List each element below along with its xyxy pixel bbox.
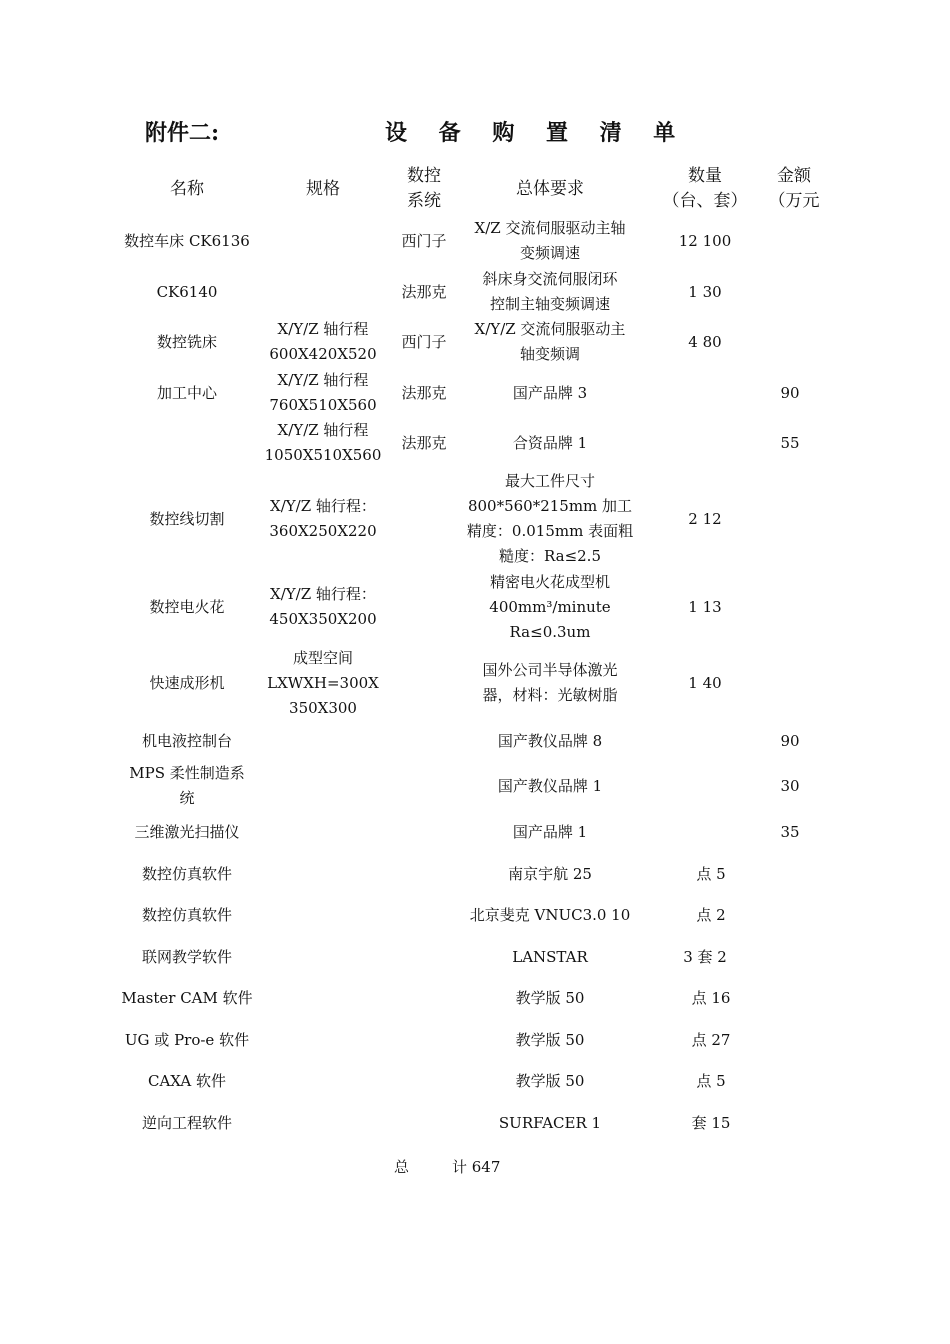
header-spec (306, 177, 340, 202)
cell-name-line: 数控仿真软件 (141, 864, 233, 883)
cell-requirements-line: 轴变频调 (519, 345, 581, 363)
cell-requirements (498, 729, 602, 754)
cell-quantity (688, 330, 721, 355)
cell-quantity (696, 1069, 725, 1094)
cell-spec-line: 760X510X560 (269, 396, 377, 414)
cell-requirements-line: X/Z 交流伺服驱动主轴 (474, 219, 626, 237)
cell-requirements (498, 774, 602, 799)
header-requirements-line: 总体要求 (516, 178, 584, 199)
cell-requirements-line: 变频调速 (519, 244, 580, 262)
cell-name (134, 820, 239, 845)
cell-name (149, 671, 224, 696)
cell-quantity-line: 1 30 (688, 282, 722, 301)
header-system-line: 数控 (407, 166, 441, 186)
cell-name-line: 数控电火花 (149, 597, 225, 616)
cell-name-line: 统 (179, 789, 195, 807)
cell-name-line: 逆向工程软件 (141, 1113, 233, 1132)
cell-requirements (475, 317, 626, 367)
cell-spec (269, 368, 376, 418)
cell-requirements (482, 658, 617, 708)
cell-spec-line: X/Y/Z 轴行程： (270, 497, 376, 515)
cell-name-line: CK6140 (156, 282, 218, 301)
cell-name-line: 三维激光扫描仪 (134, 822, 240, 841)
header-name (170, 177, 204, 202)
cell-requirements-line: 国产教仪品牌 8 (497, 731, 603, 750)
cell-requirements-line: 南京宇航 25 (508, 864, 592, 883)
cell-name-line: 加工中心 (156, 383, 218, 402)
cell-amount (780, 820, 799, 845)
cell-requirements-line: 国外公司半导体激光 (482, 661, 618, 679)
cell-quantity (688, 671, 721, 696)
cell-requirements-line: 教学版 50 (515, 988, 585, 1007)
cell-requirements-line: 控制主轴变频调速 (489, 295, 611, 313)
cell-requirements-line: 合资品牌 1 (512, 433, 588, 452)
cell-requirements (470, 903, 631, 928)
cell-quantity (692, 1028, 731, 1053)
cell-spec (267, 646, 379, 721)
cell-name (142, 1111, 232, 1136)
cell-name-line: 数控铣床 (156, 332, 218, 351)
cell-quantity-line: 1 13 (688, 597, 722, 616)
cell-name-line: 数控车床 CK6136 (124, 231, 250, 250)
header-quantity-line: （台、套） (662, 191, 748, 211)
header-amount-line: 金额 (777, 166, 811, 186)
cell-name (121, 986, 252, 1011)
cell-spec-line: X/Y/Z 轴行程 (277, 320, 369, 338)
cell-name-line: MPS 柔性制造系 (129, 764, 245, 782)
header-amount-line: （万元 (768, 191, 820, 211)
cell-amount (780, 774, 799, 799)
cell-amount-line: 35 (780, 822, 800, 841)
total-value: 计 647 (452, 1158, 501, 1176)
cell-quantity (688, 595, 721, 620)
cell-requirements-line: 最大工件尺寸 (504, 472, 596, 490)
cell-name (129, 761, 245, 811)
cell-quantity (696, 903, 725, 928)
cell-requirements-line: LANSTAR (512, 947, 588, 966)
header-system (407, 164, 441, 214)
cell-quantity-line: 点 2 (696, 905, 726, 924)
cell-amount-line: 90 (780, 383, 800, 402)
cell-requirements-line: 教学版 50 (515, 1030, 585, 1049)
cell-quantity (692, 986, 731, 1011)
cell-name (142, 862, 232, 887)
cell-spec-line: X/Y/Z 轴行程 (277, 421, 369, 439)
cell-requirements-line: Ra≤0.3um (509, 622, 591, 641)
cell-name (142, 903, 232, 928)
cell-requirements (513, 820, 587, 845)
cell-spec-line: 350X300 (289, 698, 357, 717)
cell-requirements (516, 1069, 585, 1094)
cell-name (142, 945, 232, 970)
cell-spec (265, 418, 382, 468)
cell-name (148, 1069, 226, 1094)
cell-requirements-line: 精度：0.015mm 表面粗 (466, 522, 634, 540)
cell-quantity-line: 3 套 2 (683, 947, 727, 966)
cell-requirements-line: 斜床身交流伺服闭环 (482, 270, 618, 288)
cell-name-line: 数控线切割 (149, 509, 225, 528)
cell-requirements-line: 器，材料：光敏树脂 (482, 686, 618, 704)
cell-requirements-line: X/Y/Z 交流伺服驱动主 (474, 320, 626, 338)
cell-name (149, 595, 224, 620)
cell-quantity (688, 280, 721, 305)
cell-name (157, 330, 217, 355)
header-amount (769, 164, 820, 214)
cell-spec (269, 582, 376, 632)
cell-requirements (516, 986, 585, 1011)
cell-requirements-line: 国产教仪品牌 1 (497, 776, 603, 795)
cell-requirements (499, 1111, 601, 1136)
cell-quantity-line: 点 5 (696, 1071, 726, 1090)
cell-name-line: 快速成形机 (149, 673, 225, 692)
cell-amount (780, 729, 799, 754)
cell-system (401, 330, 446, 355)
cell-name-line: Master CAM 软件 (121, 988, 253, 1007)
cell-quantity-line: 点 16 (691, 988, 731, 1007)
cell-amount-line: 55 (780, 433, 800, 452)
cell-spec (269, 317, 376, 367)
cell-amount (780, 381, 799, 406)
cell-requirements-line: 糙度：Ra≤2.5 (498, 547, 602, 565)
header-name-line: 名称 (170, 178, 204, 199)
cell-amount (780, 431, 799, 456)
attachment-label: 附件二: (145, 120, 220, 146)
cell-system-line: 法那克 (401, 433, 447, 452)
cell-spec-line: X/Y/Z 轴行程： (270, 585, 376, 603)
cell-requirements-line: 教学版 50 (515, 1071, 585, 1090)
cell-requirements-line: 800*560*215mm 加工 (467, 497, 633, 515)
cell-name-line: 机电液控制台 (141, 731, 233, 750)
header-requirements (516, 177, 584, 202)
cell-name-line: CAXA 软件 (147, 1071, 227, 1090)
cell-quantity (683, 945, 727, 970)
cell-system (401, 431, 446, 456)
cell-requirements-line: 北京斐克 VNUC3.0 10 (469, 905, 631, 924)
cell-requirements-line: 国产品牌 1 (512, 822, 588, 841)
header-system-line: 系统 (407, 191, 441, 211)
cell-amount-line: 90 (780, 731, 800, 750)
cell-requirements-line: 精密电火花成型机 (489, 572, 610, 591)
cell-requirements (482, 267, 617, 317)
cell-quantity (692, 1111, 731, 1136)
cell-requirements-line: SURFACER 1 (498, 1113, 602, 1132)
header-quantity (663, 164, 748, 214)
header-quantity-line: 数量 (688, 166, 722, 186)
cell-quantity (679, 229, 732, 254)
cell-system-line: 西门子 (401, 332, 447, 351)
cell-requirements (489, 570, 610, 645)
header-spec-line: 规格 (306, 178, 340, 199)
cell-requirements (508, 862, 592, 887)
cell-requirements-line: 400mm³/minute (489, 597, 611, 616)
cell-name-line: 数控仿真软件 (141, 905, 233, 924)
cell-name-line: UG 或 Pro-e 软件 (124, 1030, 250, 1049)
cell-system (401, 280, 446, 305)
cell-quantity-line: 1 40 (688, 673, 722, 692)
cell-amount-line: 30 (780, 776, 800, 795)
cell-requirements (467, 469, 633, 569)
cell-quantity-line: 2 12 (688, 509, 722, 528)
cell-name (125, 1028, 249, 1053)
cell-requirements-line: 国产品牌 3 (512, 383, 588, 402)
cell-name-line: 联网教学软件 (141, 947, 233, 966)
cell-spec-line: 1050X510X560 (264, 446, 382, 464)
cell-name (142, 729, 232, 754)
cell-name (157, 280, 218, 305)
cell-quantity-line: 4 80 (688, 332, 722, 351)
cell-spec-line: 成型空间 (292, 648, 354, 667)
cell-requirements (513, 381, 587, 406)
cell-spec (269, 494, 376, 544)
cell-requirements (475, 216, 626, 266)
total-label: 总 (394, 1158, 410, 1176)
cell-requirements (512, 945, 588, 970)
cell-spec-line: 450X350X200 (269, 610, 377, 628)
cell-quantity (688, 507, 721, 532)
cell-system (401, 229, 446, 254)
cell-system-line: 法那克 (401, 383, 447, 402)
cell-quantity (696, 862, 725, 887)
cell-name (124, 229, 250, 254)
cell-spec-line: 360X250X220 (269, 522, 377, 540)
cell-system (401, 381, 446, 406)
cell-requirements (516, 1028, 585, 1053)
cell-spec-line: 600X420X520 (269, 345, 377, 363)
cell-requirements (513, 431, 587, 456)
cell-quantity-line: 点 5 (696, 864, 726, 883)
cell-system-line: 法那克 (401, 282, 447, 301)
cell-quantity-line: 12 100 (678, 231, 732, 250)
cell-quantity-line: 点 27 (691, 1030, 731, 1049)
cell-name (157, 381, 217, 406)
cell-spec-line: LXWXH=300X (267, 673, 379, 692)
cell-spec-line: X/Y/Z 轴行程 (277, 371, 369, 389)
document-title: 设 备 购 置 清 单 (385, 120, 688, 146)
cell-system-line: 西门子 (401, 231, 447, 250)
cell-quantity-line: 套 15 (691, 1113, 731, 1132)
cell-name (149, 507, 224, 532)
